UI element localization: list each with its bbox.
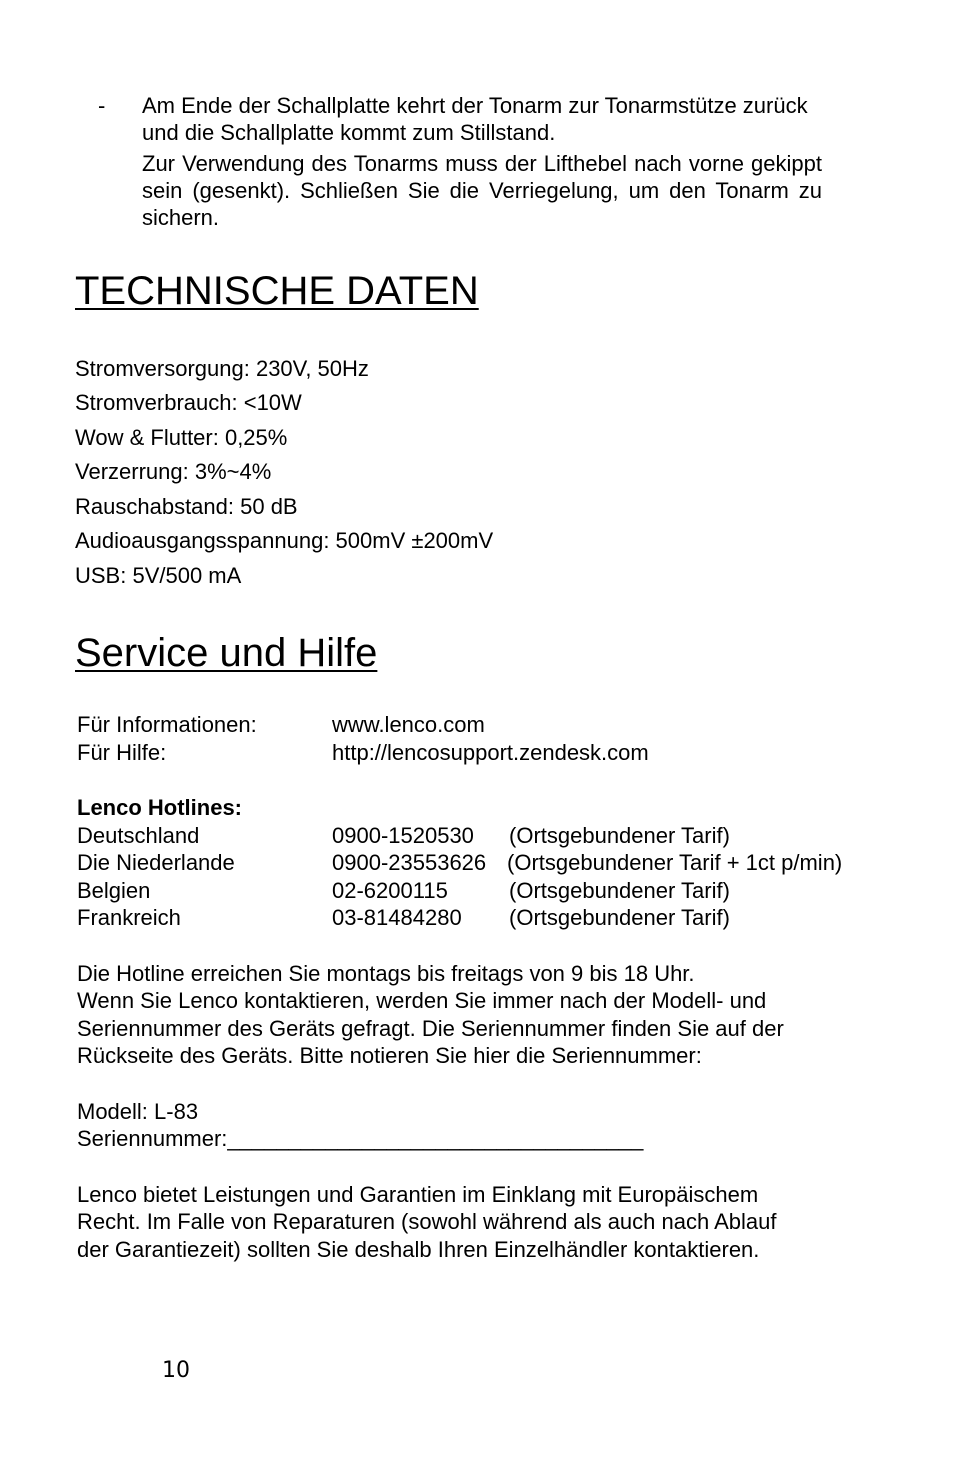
page-number: 10 [162,1358,190,1383]
spec-item: Stromverbrauch: <10W [75,390,302,415]
spec-item: Wow & Flutter: 0,25% [75,425,288,450]
hours-line: Rückseite des Geräts. Bitte notieren Sie hier die Seriennummer: [77,1043,702,1068]
warranty-line: Lenco bietet Leistungen und Garantien im Einklang mit Europäischem [77,1182,759,1207]
intro-line-1: Am Ende der Schallplatte kehrt der Tonarm zur Tonarmstütze zurück [142,93,808,118]
hotline-number: 0900-23553626 [332,850,487,875]
hotlines-title: Lenco Hotlines: [77,795,243,820]
hotline-number: 03-81484280 [332,905,462,930]
info-link[interactable]: www.lenco.com [332,712,485,737]
hotline-number: 0900-1520530 [332,823,474,848]
hotline-country: Deutschland [77,823,200,848]
hotline-country: Frankreich [77,905,181,930]
spec-item: Verzerrung: 3%~4% [75,459,272,484]
hours-line: Wenn Sie Lenco kontaktieren, werden Sie immer nach der Modell- und [77,988,767,1013]
intro-paragraph: Zur Verwendung des Tonarms muss der Lifthebel nach vorne gekippt sein (gesenkt). Schließen Sie die Verriegelung, um den Tonarm zu sichern. [142,151,822,230]
spec-item: Stromversorgung: 230V, 50Hz [75,356,369,381]
spec-item: Audioausgangsspannung: 500mV ±200mV [75,528,494,553]
hotline-tariff: (Ortsgebundener Tarif) [509,905,730,930]
serial-field: Seriennummer:__________________________________ [77,1126,644,1151]
help-link[interactable]: http://lencosupport.zendesk.com [332,740,649,765]
warranty-line: Recht. Im Falle von Reparaturen (sowohl während als auch nach Ablauf [77,1209,777,1234]
spec-item: USB: 5V/500 mA [75,563,242,588]
help-label: Für Hilfe: [77,740,167,765]
hours-line: Seriennummer des Geräts gefragt. Die Seriennummer finden Sie auf der [77,1016,784,1041]
hotline-tariff: (Ortsgebundener Tarif) [509,878,730,903]
hotline-country: Belgien [77,878,151,903]
hotline-tariff: (Ortsgebundener Tarif + 1ct p/min) [507,850,843,875]
spec-item: Rauschabstand: 50 dB [75,494,298,519]
hotline-country: Die Niederlande [77,850,235,875]
hotline-tariff: (Ortsgebundener Tarif) [509,823,730,848]
warranty-line: der Garantiezeit) sollten Sie deshalb Ihren Einzelhändler kontaktieren. [77,1237,760,1262]
bullet-dash: - [98,93,106,118]
hours-line: Die Hotline erreichen Sie montags bis freitags von 9 bis 18 Uhr. [77,961,695,986]
model-text: Modell: L-83 [77,1099,199,1124]
service-heading: Service und Hilfe [75,631,378,675]
tech-heading: TECHNISCHE DATEN [75,269,479,313]
info-label: Für Informationen: [77,712,257,737]
hotline-number: 02-6200115 [332,878,448,903]
intro-line-2: und die Schallplatte kommt zum Stillstand. [142,120,556,145]
